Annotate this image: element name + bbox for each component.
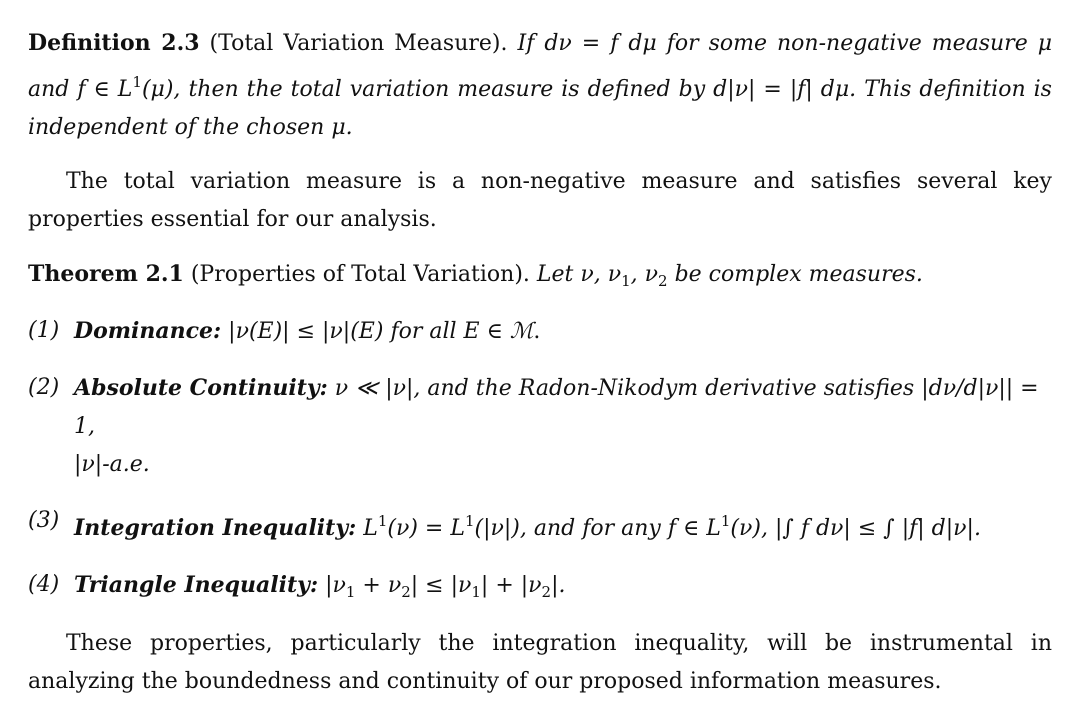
definition-text: If	[517, 31, 535, 56]
item-text: for all	[390, 319, 457, 344]
item-math: ν ≪ |ν|,	[334, 376, 421, 401]
item-text: and the Radon-Nikodym derivative satisfies	[427, 376, 915, 401]
list-item	[28, 566, 1052, 611]
list-item	[28, 502, 1052, 548]
definition-math: μ	[1037, 31, 1053, 56]
theorem-label: Theorem 2.1	[28, 261, 184, 287]
definition-text: and	[28, 77, 70, 102]
item-number: (1)	[28, 318, 60, 343]
item-math: f ∈ $L^1(\nu)$,	[667, 512, 768, 541]
body-paragraph: These properties, particularly the integration inequality, will be instrumental in analyzing the boundedness and continuity of our proposed information measures.	[28, 631, 1052, 694]
item-number: (3)	[28, 508, 60, 533]
definition-math: f ∈ $L^1(\mu)$,	[77, 73, 181, 102]
theorem-list	[28, 312, 1052, 611]
list-item	[28, 369, 1052, 484]
item-title: Dominance:	[74, 318, 222, 344]
item-math: $L^1(\nu) = L^1(|\nu|)$,	[363, 512, 527, 541]
definition-block	[28, 24, 1052, 147]
definition-math: dν = f dμ	[544, 31, 657, 56]
definition-name: (Total Variation Measure).	[209, 31, 508, 56]
definition-text: then the total variation measure is defined by	[188, 77, 706, 102]
theorem-name: (Properties of Total Variation).	[190, 262, 530, 287]
item-title: Absolute Continuity:	[74, 375, 328, 401]
list-item	[28, 312, 1052, 351]
theorem-text: Let	[536, 262, 574, 287]
theorem-math: ν, $\nu_1$, $\nu_2$	[580, 262, 668, 290]
theorem-block	[28, 255, 1052, 300]
definition-math: μ.	[331, 115, 353, 140]
body-paragraph: The total variation measure is a non-negative measure and satisfies several key properties essential for our analysis.	[28, 169, 1052, 232]
definition-text: This definition is independent of the chosen	[28, 77, 1052, 140]
item-math: |∫ f dν| ≤ ∫ |f| d|ν|.	[774, 516, 981, 541]
item-number: (4)	[28, 572, 60, 597]
item-math: E ∈ ℳ.	[463, 319, 541, 344]
item-number: (2)	[28, 375, 60, 400]
theorem-text: be complex measures.	[674, 262, 923, 287]
item-math: |dν/d|ν|| = 1,	[74, 376, 1039, 439]
item-math: |ν(E)| ≤ |ν|(E)	[228, 319, 384, 344]
item-math: $|\nu_1 + \nu_2| \le |\nu_1| + |\nu_2|$.	[325, 573, 566, 601]
item-title: Integration Inequality:	[74, 515, 357, 541]
definition-math: d|ν| = |f| dμ.	[713, 77, 857, 102]
item-text: and for any	[533, 516, 661, 541]
definition-label: Definition 2.3	[28, 30, 200, 56]
item-math: |ν|-a.e.	[74, 452, 150, 477]
definition-text: for some non-negative measure	[666, 31, 1028, 56]
item-title: Triangle Inequality:	[74, 572, 319, 598]
paper-page	[28, 24, 1052, 701]
